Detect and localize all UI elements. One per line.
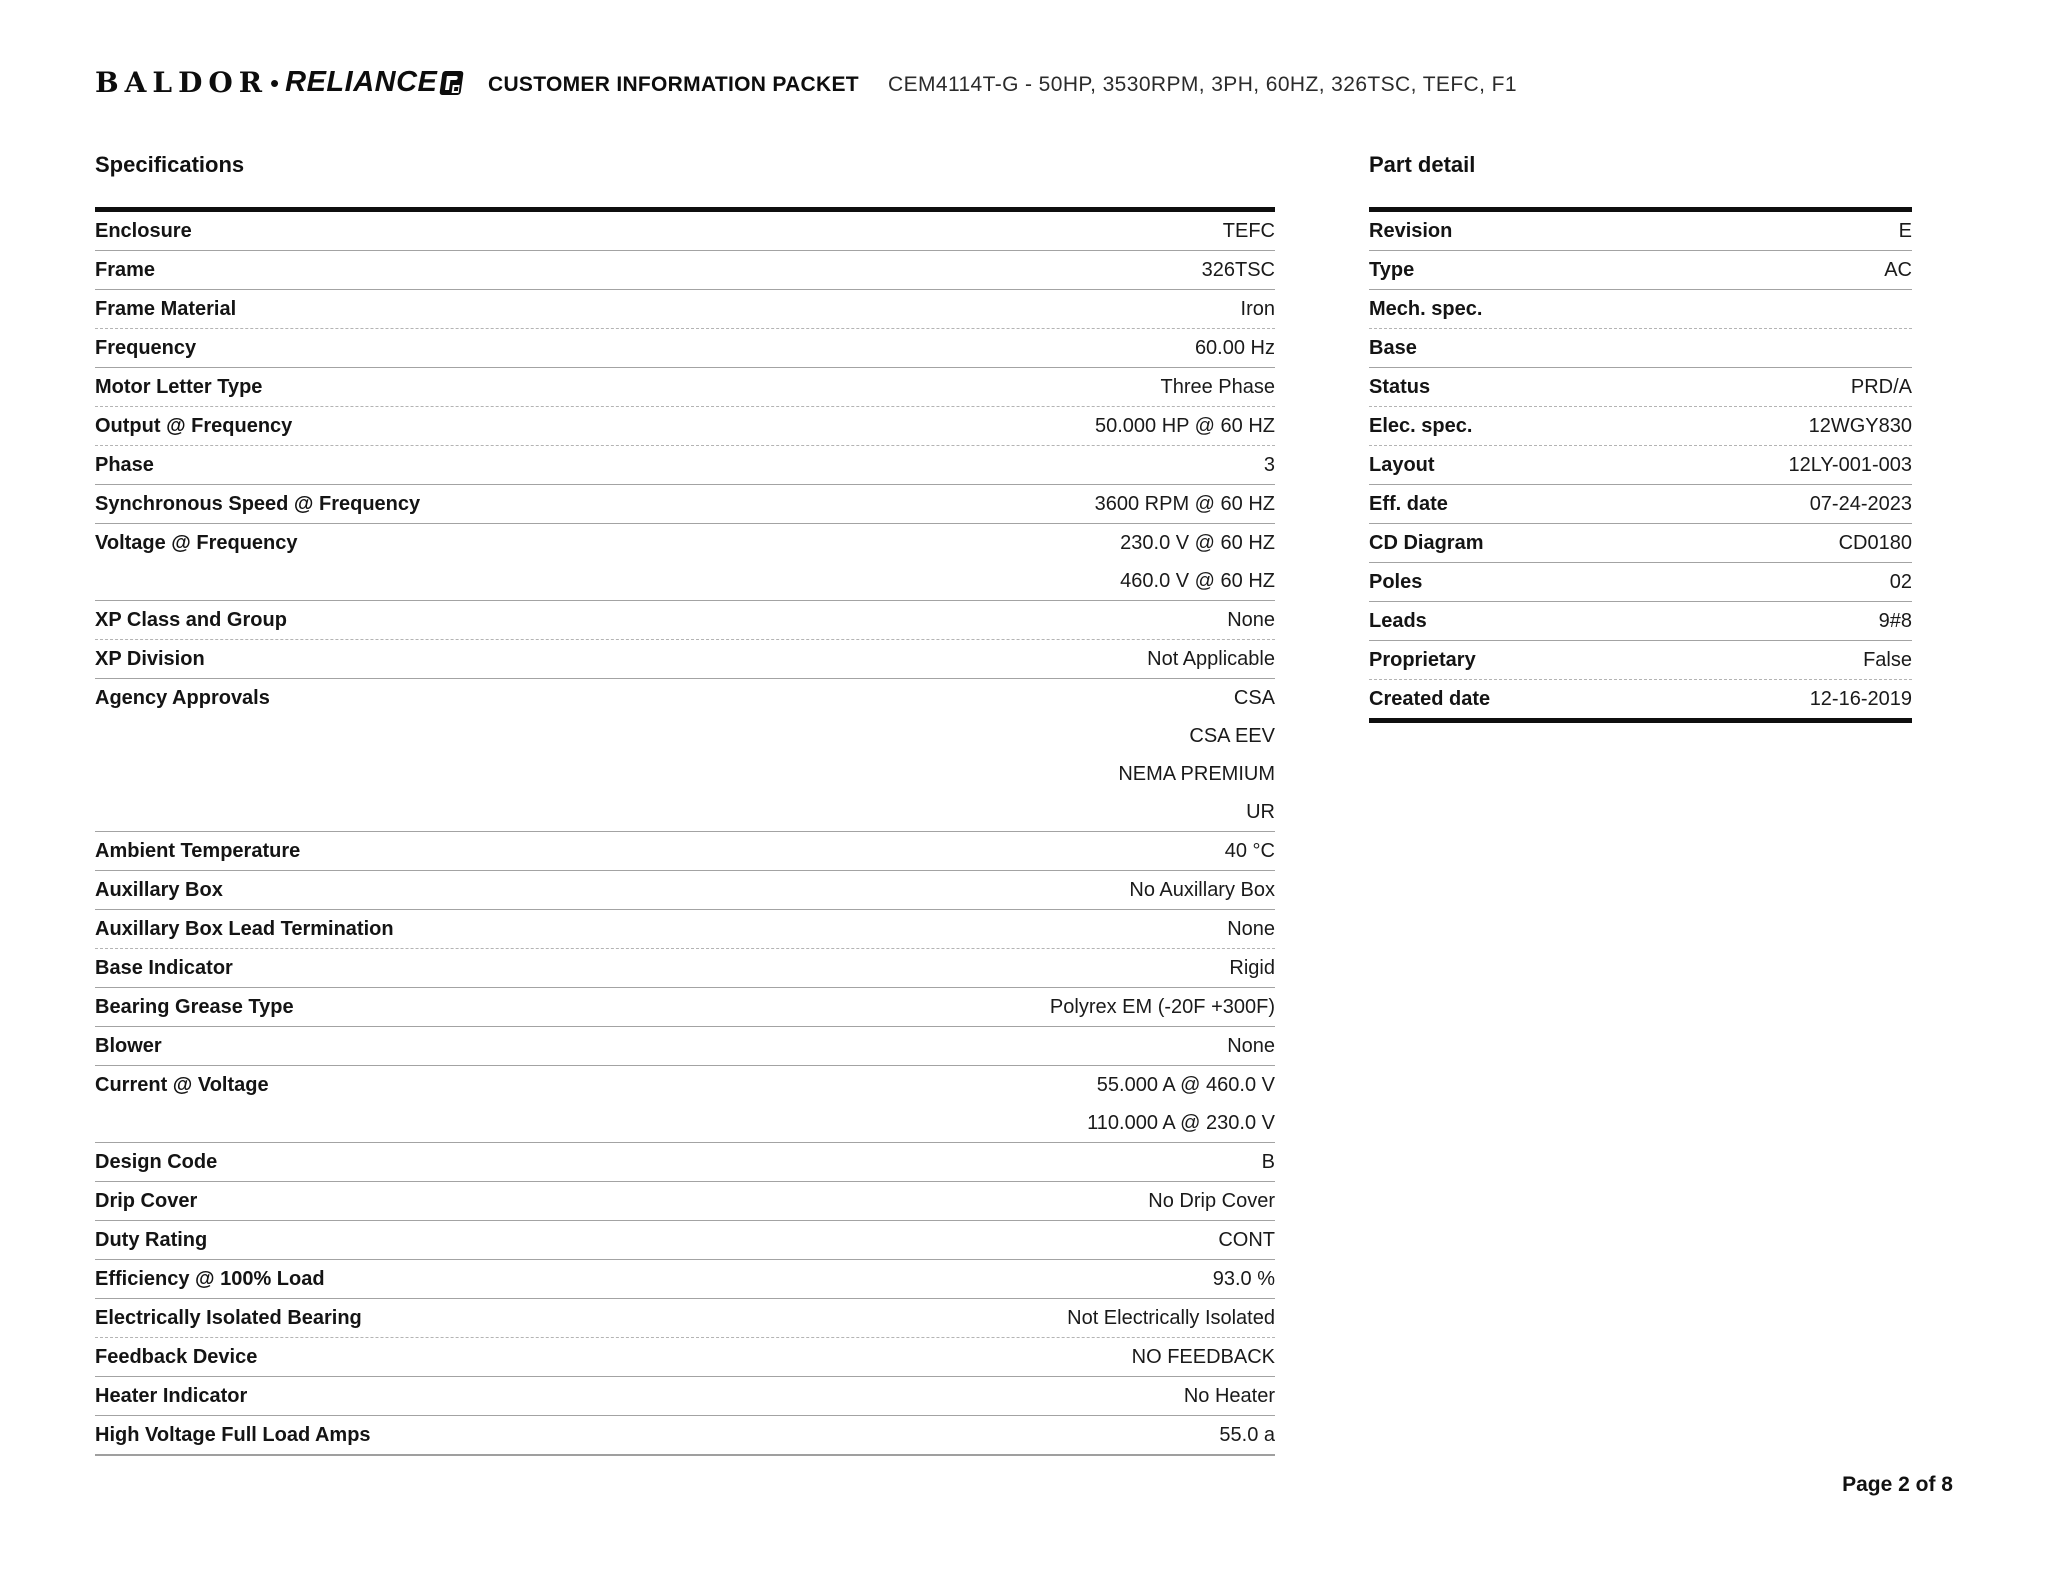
logo-separator-dot: • [270, 67, 280, 98]
row-value: No Drip Cover [1148, 1190, 1275, 1212]
logo-mark-arm [447, 76, 459, 80]
row-label: CD Diagram [1369, 532, 1484, 554]
row-label: Created date [1369, 688, 1491, 710]
table-row [95, 212, 1275, 251]
row-label: Leads [1369, 610, 1427, 632]
row-values [205, 640, 1275, 678]
row-value: 55.0 a [1219, 1424, 1275, 1446]
table-row [95, 640, 1275, 679]
table-row [1369, 446, 1912, 485]
row-values [196, 329, 1275, 367]
row-values [154, 446, 1275, 484]
row-value: 12LY-001-003 [1788, 454, 1912, 476]
row-values [1414, 251, 1912, 289]
table-row [95, 524, 1275, 601]
row-label: Design Code [95, 1151, 218, 1173]
row-value: Rigid [1229, 957, 1275, 979]
row-values [1427, 602, 1912, 640]
row-value: None [1227, 1035, 1275, 1057]
row-label: XP Division [95, 648, 205, 670]
table-row [95, 949, 1275, 988]
row-label: Layout [1369, 454, 1435, 476]
row-value: CD0180 [1838, 532, 1912, 554]
row-value: B [1261, 1151, 1275, 1173]
table-row [95, 1299, 1275, 1338]
row-label: Feedback Device [95, 1346, 258, 1368]
row-label: Auxillary Box [95, 879, 223, 901]
table-row [1369, 524, 1912, 563]
table-row [95, 290, 1275, 329]
row-value: CSA [1233, 687, 1275, 709]
row-value: PRD/A [1850, 376, 1912, 398]
row-values [233, 949, 1275, 987]
row-label: Output @ Frequency [95, 415, 293, 437]
row-values [192, 212, 1275, 250]
part-detail-section [1369, 152, 1912, 723]
row-label: Poles [1369, 571, 1423, 593]
row-label: Auxillary Box Lead Termination [95, 918, 394, 940]
row-value [1417, 329, 1912, 367]
row-values [247, 1377, 1275, 1415]
row-label: Type [1369, 259, 1415, 281]
row-label: Frame [95, 259, 156, 281]
row-value: False [1863, 649, 1912, 671]
row-values [1452, 212, 1912, 250]
row-values [223, 871, 1275, 909]
table-row [1369, 602, 1912, 641]
row-value: Not Applicable [1147, 648, 1275, 670]
row-label: Proprietary [1369, 649, 1476, 671]
row-values [269, 1066, 1275, 1142]
table-row [95, 832, 1275, 871]
row-value: 12WGY830 [1808, 415, 1912, 437]
baldor-wordmark: BALDOR [95, 66, 269, 99]
row-value: TEFC [1222, 220, 1275, 242]
row-values [325, 1260, 1275, 1298]
row-values [287, 601, 1275, 639]
row-value: No Heater [1183, 1385, 1275, 1407]
row-label: Efficiency @ 100% Load [95, 1268, 325, 1290]
row-label: Base Indicator [95, 957, 233, 979]
row-values [236, 290, 1275, 328]
row-value: 50.000 HP @ 60 HZ [1094, 415, 1275, 437]
row-value: CSA EEV [1189, 725, 1275, 747]
row-values [394, 910, 1275, 948]
table-row [95, 1416, 1275, 1454]
row-values [217, 1143, 1275, 1181]
table-row [95, 679, 1275, 832]
row-value: Not Electrically Isolated [1067, 1307, 1275, 1329]
row-value: CONT [1218, 1229, 1275, 1251]
specifications-title: Specifications [95, 152, 245, 177]
row-values [371, 1416, 1275, 1454]
row-label: Status [1369, 376, 1431, 398]
row-value [1482, 290, 1912, 328]
row-label: XP Class and Group [95, 609, 287, 631]
row-label: Eff. date [1369, 493, 1448, 515]
table-row [1369, 680, 1912, 718]
row-value: 326TSC [1201, 259, 1275, 281]
row-value: 07-24-2023 [1809, 493, 1912, 515]
reliance-wordmark: RELIANCE [285, 66, 438, 98]
part-detail-title: Part detail [1369, 152, 1476, 177]
row-label: Electrically Isolated Bearing [95, 1307, 362, 1329]
row-value: 12-16-2019 [1809, 688, 1912, 710]
row-label: Elec. spec. [1369, 415, 1473, 437]
row-value: Iron [1240, 298, 1275, 320]
row-values [362, 1299, 1275, 1337]
row-values [262, 368, 1275, 406]
row-value: None [1227, 609, 1275, 631]
row-label: Heater Indicator [95, 1385, 248, 1407]
row-values [1476, 641, 1912, 679]
row-label: Frequency [95, 337, 197, 359]
table-row [95, 1182, 1275, 1221]
row-values [197, 1182, 1275, 1220]
table-row [1369, 485, 1912, 524]
baldor-reliance-logo [95, 66, 462, 99]
table-row [95, 329, 1275, 368]
row-value: Three Phase [1160, 376, 1275, 398]
table-row [95, 601, 1275, 640]
row-value: 60.00 Hz [1194, 337, 1275, 359]
row-value: NEMA PREMIUM [1118, 763, 1275, 785]
table-row [95, 1338, 1275, 1377]
row-values [1435, 446, 1912, 484]
row-value: 40 °C [1224, 840, 1275, 862]
row-label: Enclosure [95, 220, 192, 242]
row-label: Motor Letter Type [95, 376, 263, 398]
row-value: 02 [1889, 571, 1912, 593]
row-label: Synchronous Speed @ Frequency [95, 493, 421, 515]
row-label: Frame Material [95, 298, 237, 320]
row-value: Polyrex EM (-20F +300F) [1049, 996, 1275, 1018]
table-row [1369, 212, 1912, 251]
row-label: Duty Rating [95, 1229, 208, 1251]
table-row [1369, 641, 1912, 680]
table-row [1369, 290, 1912, 329]
row-value: 3 [1263, 454, 1275, 476]
table-row [95, 485, 1275, 524]
row-label: Ambient Temperature [95, 840, 301, 862]
product-model-line: CEM4114T-G - 50HP, 3530RPM, 3PH, 60HZ, 326TSC, TEFC, F1 [888, 73, 1517, 96]
row-values [1417, 329, 1912, 367]
row-value: 9#8 [1878, 610, 1912, 632]
row-value: 93.0 % [1212, 1268, 1275, 1290]
row-values [300, 832, 1275, 870]
row-values [1490, 680, 1912, 718]
table-row [95, 1221, 1275, 1260]
row-label: High Voltage Full Load Amps [95, 1424, 371, 1446]
table-row [95, 871, 1275, 910]
table-row [95, 368, 1275, 407]
part-detail-table [1369, 207, 1912, 723]
row-label: Current @ Voltage [95, 1074, 269, 1096]
row-value: No Auxillary Box [1129, 879, 1275, 901]
row-label: Mech. spec. [1369, 298, 1483, 320]
row-label: Revision [1369, 220, 1453, 242]
page-indicator: Page 2 of 8 [1842, 1473, 1953, 1496]
row-label: Agency Approvals [95, 687, 270, 709]
row-label: Phase [95, 454, 154, 476]
row-values [257, 1338, 1275, 1376]
reliance-logo-mark-icon [440, 71, 464, 95]
table-row [95, 1143, 1275, 1182]
row-value: None [1227, 918, 1275, 940]
table-row [95, 1066, 1275, 1143]
row-label: Base [1369, 337, 1417, 359]
table-row [95, 1377, 1275, 1416]
row-value: 230.0 V @ 60 HZ [1120, 532, 1275, 554]
table-row [95, 251, 1275, 290]
row-value: 110.000 A @ 230.0 V [1087, 1112, 1275, 1134]
row-label: Voltage @ Frequency [95, 532, 298, 554]
table-row [1369, 251, 1912, 290]
document-title: CUSTOMER INFORMATION PACKET [488, 73, 859, 96]
row-values [155, 251, 1275, 289]
row-values [1448, 485, 1912, 523]
row-values [1430, 368, 1912, 406]
row-value: 460.0 V @ 60 HZ [1120, 570, 1275, 592]
row-value: UR [1246, 801, 1275, 823]
table-row [1369, 329, 1912, 368]
table-row [95, 910, 1275, 949]
table-row [95, 1027, 1275, 1066]
row-values [207, 1221, 1275, 1259]
table-row [1369, 368, 1912, 407]
row-values [1483, 524, 1912, 562]
row-value: E [1898, 220, 1912, 242]
table-row [1369, 407, 1912, 446]
table-row [95, 988, 1275, 1027]
table-row [95, 1260, 1275, 1299]
row-values [1482, 290, 1912, 328]
row-label: Drip Cover [95, 1190, 198, 1212]
row-values [162, 1027, 1275, 1065]
row-values [270, 679, 1275, 831]
row-label: Bearing Grease Type [95, 996, 294, 1018]
row-values [298, 524, 1275, 600]
row-value: 55.000 A @ 460.0 V [1096, 1074, 1275, 1096]
table-row [95, 407, 1275, 446]
table-row [1369, 563, 1912, 602]
row-value: 3600 RPM @ 60 HZ [1094, 493, 1275, 515]
specifications-table [95, 207, 1275, 1456]
row-value: NO FEEDBACK [1131, 1346, 1275, 1368]
row-values [420, 485, 1275, 523]
row-values [292, 407, 1275, 445]
page-header [0, 66, 2048, 106]
row-label: Blower [95, 1035, 162, 1057]
row-values [1472, 407, 1912, 445]
specifications-section [95, 152, 1275, 1456]
row-value: AC [1884, 259, 1912, 281]
row-values [294, 988, 1275, 1026]
table-row [95, 446, 1275, 485]
row-values [1422, 563, 1912, 601]
